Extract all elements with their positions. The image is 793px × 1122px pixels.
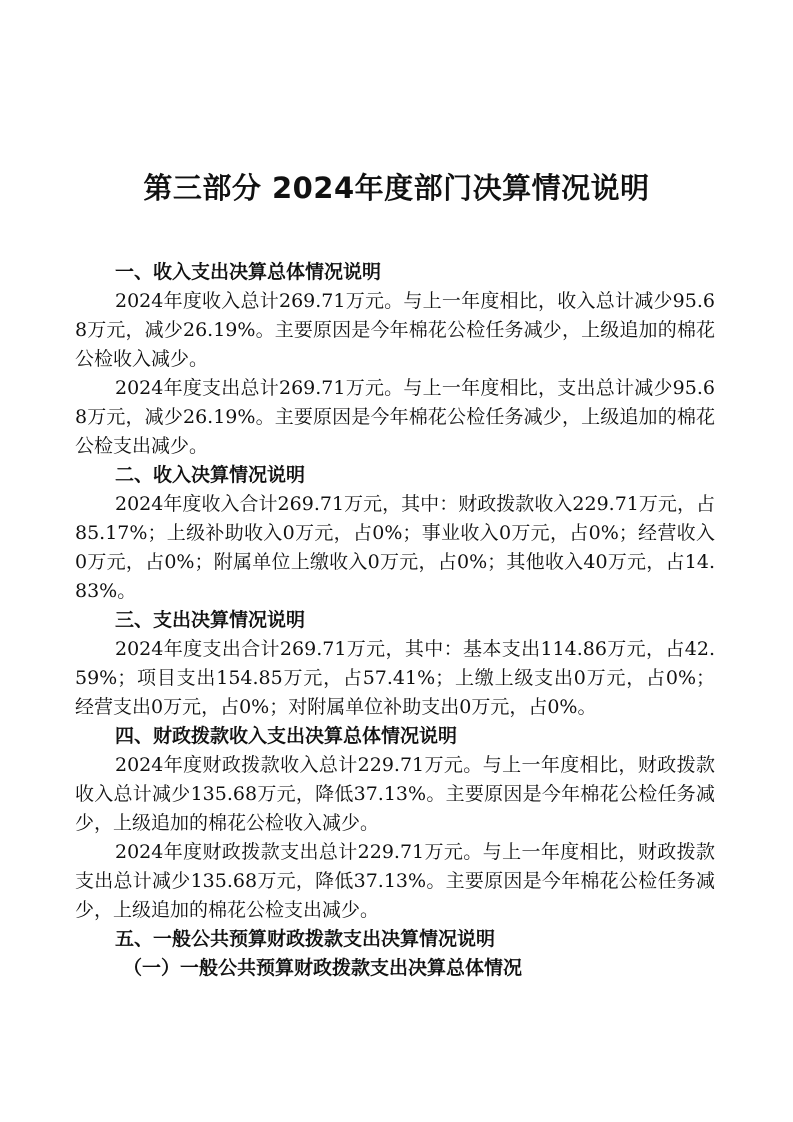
section-heading-5: 五、一般公共预算财政拨款支出决算情况说明 — [115, 928, 496, 950]
section-4-paragraph-1: 2024年度财政拨款收入总计229.71万元。与上一年度相比，财政拨款收入总计减少135.68万元，降低37.13%。主要原因是今年棉花公检任务减少，上级追加的棉花公检收入减少。 — [75, 754, 715, 834]
section-1-paragraph-1: 2024年度收入总计269.71万元。与上一年度相比，收入总计减少95.68万元，减少26.19%。主要原因是今年棉花公检任务减少，上级追加的棉花公检收入减少。 — [75, 290, 715, 370]
page-title: 第三部分 2024年度部门决算情况说明 — [143, 171, 650, 205]
subsection-heading: （一）一般公共预算财政拨款支出决算总体情况 — [123, 957, 523, 979]
section-heading-4: 四、财政拨款收入支出决算总体情况说明 — [115, 725, 458, 747]
section-4-paragraph-2: 2024年度财政拨款支出总计229.71万元。与上一年度相比，财政拨款支出总计减少135.68万元，降低37.13%。主要原因是今年棉花公检任务减少，上级追加的棉花公检支出减少。 — [75, 841, 715, 921]
section-heading-3: 三、支出决算情况说明 — [115, 609, 306, 631]
section-heading-1: 一、收入支出决算总体情况说明 — [115, 261, 382, 283]
section-2-paragraph-1: 2024年度收入合计269.71万元，其中：财政拨款收入229.71万元，占85.17%；上级补助收入0万元，占0%；事业收入0万元，占0%；经营收入0万元，占0%；附属单位上缴收入0万元，占0%；其他收入40万元，占14.83%。 — [75, 493, 715, 602]
section-1-paragraph-2: 2024年度支出总计269.71万元。与上一年度相比，支出总计减少95.68万元，减少26.19%。主要原因是今年棉花公检任务减少，上级追加的棉花公检支出减少。 — [75, 377, 715, 457]
section-3-paragraph-1: 2024年度支出合计269.71万元，其中：基本支出114.86万元，占42.59%；项目支出154.85万元，占57.41%；上缴上级支出0万元，占0%；经营支出0万元，占0%；对附属单位补助支出0万元，占0%。 — [75, 638, 715, 718]
section-heading-2: 二、收入决算情况说明 — [115, 464, 306, 486]
document-body — [75, 258, 715, 983]
